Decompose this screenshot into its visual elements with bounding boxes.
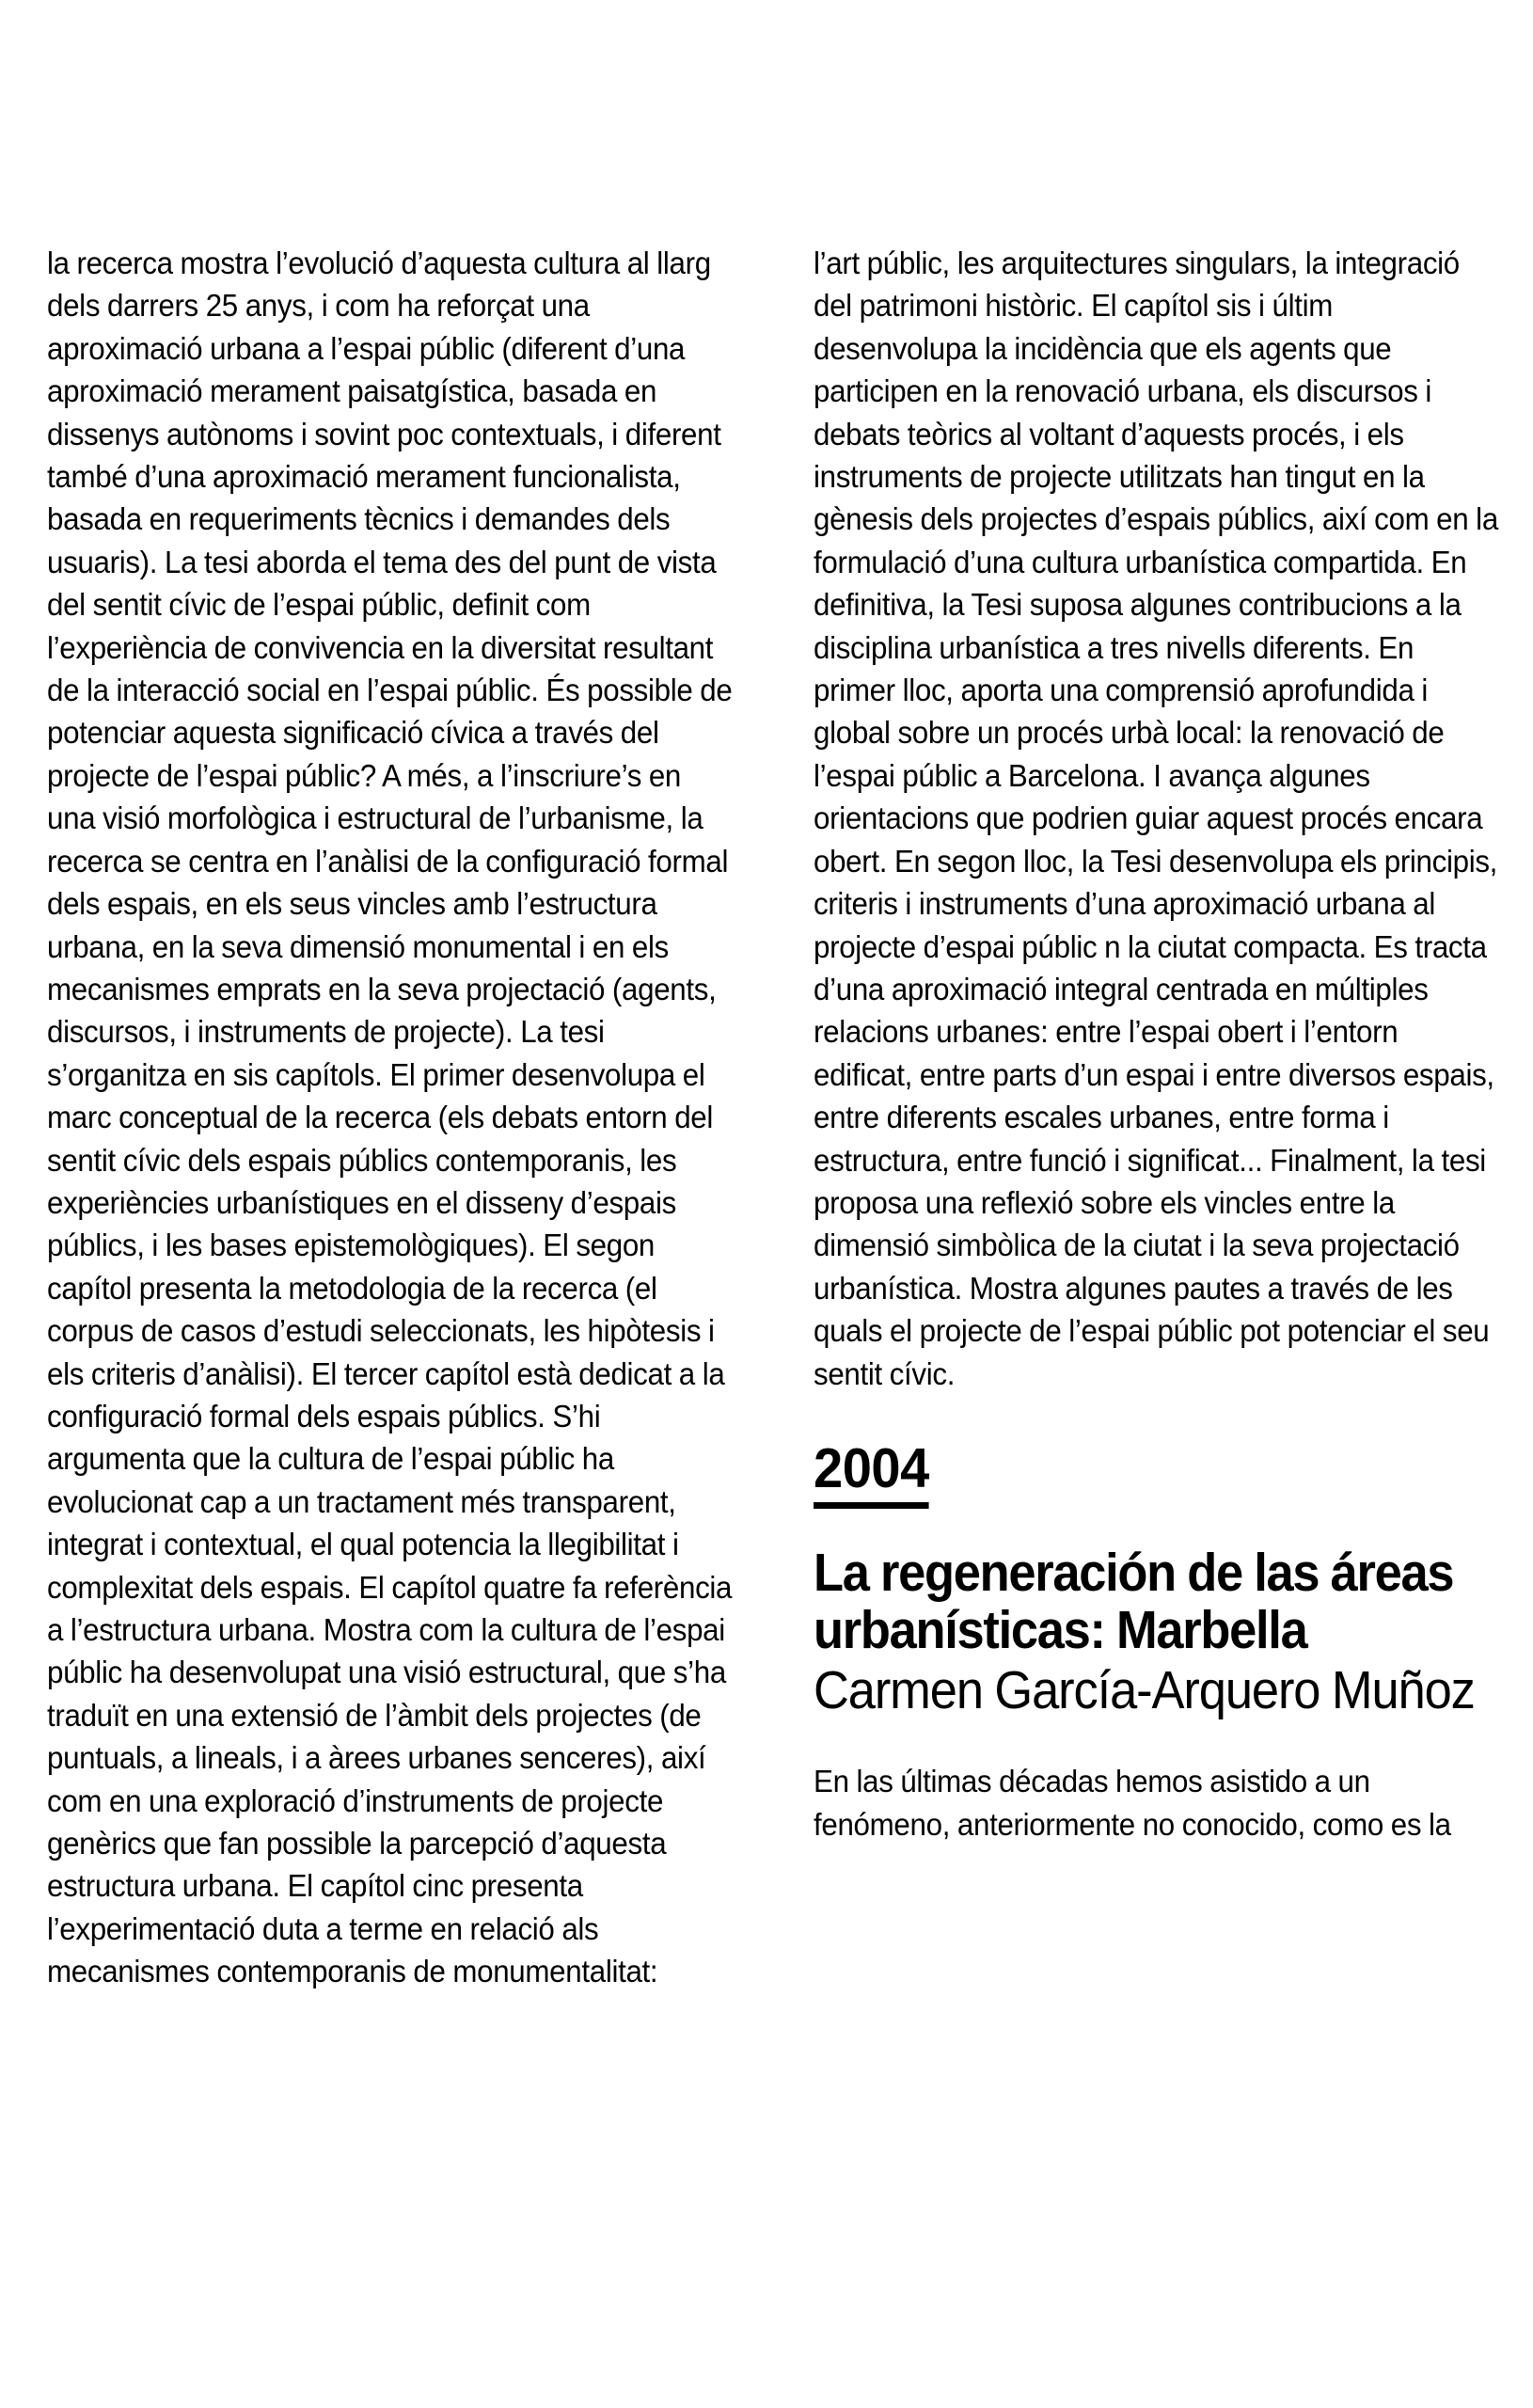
work-title: La regeneración de las áreas urbanísticas: Marbella [814, 1542, 1465, 1661]
left-column-paragraph: la recerca mostra l’evolució d’aquesta cultura al llarg dels darrers 25 anys, i com ha reforçat una aproximació urbana a l’espai públic (diferent d’una aproximació merament paisatgística, basada en dissenys autònoms i sovint poc contextuals, i diferent també d’una aproximació merament funcionalista, basada en requeriments tècnics i demandes dels usuaris). La tesi aborda el tema des del punt de vista del sentit cívic de l’espai públic, definit com l’experiència de convivencia en la diversitat resultant de la interacció social en l’espai públic. És possible de potenciar aquesta significació cívica a través del projecte de l’espai públic? A més, a l’inscriure’s en una visió morfològica i estructural de l’urbanisme, la recerca se centra en l’anàlisi de la configuració formal dels espais, en els seus vincles amb l’estructura urbana, en la seva dimensió monumental i en els mecanismes emprats en la seva projectació (agents, discursos, i instruments de projecte). La tesi s’organitza en sis capítols. El primer desenvolupa el marc conceptual de la recerca (els debats entorn del sentit cívic dels espais públics contemporanis, les experiències urbanístiques en el disseny d’espais públics, i les bases epistemològiques). El segon capítol presenta la metodologia de la recerca (el corpus de casos d’estudi seleccionats, les hipòtesis i els criteris d’anàlisi). El tercer capítol està dedicat a la configuració formal dels espais públics. S’hi argumenta que la cultura de l’espai públic ha evolucionat cap a un tractament més transparent, integrat i contextual, el qual potencia la llegibilitat i complexitat dels espais. El capítol quatre fa referència a l’estructura urbana. Mostra com la cultura de l’espai públic ha desenvolupat una visió estructural, que s’ha traduït en una extensió de l’àmbit dels projectes (de puntuals, a lineals, i a àrees urbanes senceres), així com en una exploració d’instruments de projecte genèrics que fan possible la parcepció d’aquesta estructura urbana. El capítol cinc presenta l’experimentació duta a terme en relació als mecanismes contemporanis de monumentalitat: [47, 246, 740, 1990]
left-column [47, 243, 740, 1994]
right-column [814, 243, 1506, 1846]
right-column-paragraph: l’art públic, les arquitectures singulars, la integració del patrimoni històric. El capítol sis i últim desenvolupa la incidència que els agents que participen en la renovació urbana, els discursos i debats teòrics al voltant d’aquests procés, i els instruments de projecte utilitzats han tingut en la gènesis dels projectes d’espais públics, així com en la formulació d’una cultura urbanística compartida. En definitiva, la Tesi suposa algunes contribucions a la disciplina urbanística a tres nivells diferents. En primer lloc, aporta una comprensió aprofundida i global sobre un procés urbà local: la renovació de l’espai públic a Barcelona. I avança algunes orientacions que podrien guiar aquest procés encara obert. En segon lloc, la Tesi desenvolupa els principis, criteris i instruments d’una aproximació urbana al projecte d’espai públic n la ciutat compacta. Es tracta d’una aproximació integral centrada en múltiples relacions urbanes: entre l’espai obert i l’entorn edificat, entre parts d’un espai i entre diversos espais, entre diferents escales urbanes, entre forma i estructura, entre funció i significat... Finalment, la tesi proposa una reflexió sobre els vincles entre la dimensió simbòlica de la ciutat i la seva projectació urbanística. Mostra algunes pautes a través de les quals el projecte de l’espai públic pot potenciar el seu sentit cívic. [814, 246, 1506, 1392]
work-author: Carmen García-Arquero Muñoz [814, 1659, 1475, 1720]
work-abstract-paragraph: En las últimas décadas hemos asistido a un fenómeno, anteriormente no conocido, como es la [814, 1765, 1451, 1843]
year-heading-wrapper [814, 1436, 1500, 1509]
year-heading: 2004 [814, 1439, 929, 1509]
two-column-body [47, 243, 1506, 1994]
